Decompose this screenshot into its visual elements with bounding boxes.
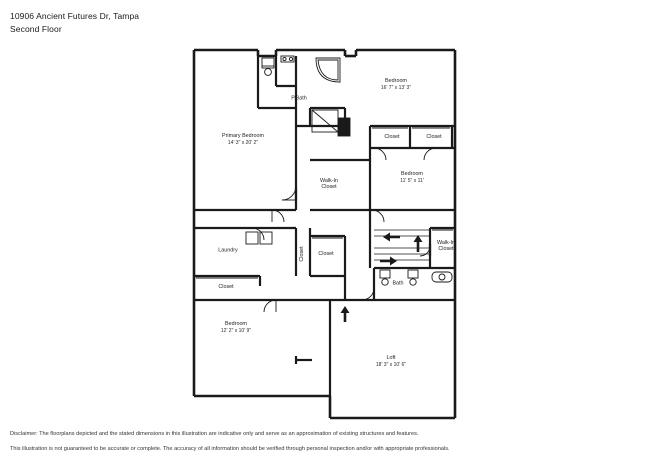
- room-name: Closet: [384, 134, 400, 140]
- room-label-closet-3: [318, 251, 333, 257]
- disclaimer-line-1: Disclaimer: The floorplans depicted and the stated dimensions in this illustration are indicative only and serve as an approximation of existing structures and features.: [10, 431, 419, 437]
- room-label-walk-in-closet-right: [433, 240, 459, 252]
- room-label-bedroom-top-right: [381, 78, 411, 92]
- room-name: Bedroom: [225, 321, 247, 327]
- room-name: P.Bath: [291, 95, 307, 102]
- room-label-closet-4: [218, 284, 233, 290]
- room-label-laundry: [218, 248, 237, 255]
- room-name: Bath: [392, 280, 404, 287]
- room-name: Laundry: [218, 247, 238, 254]
- room-name: Closet: [218, 284, 234, 290]
- disclaimer-line-2: This illustration is not guaranteed to be accurate or complete. The accuracy of all information should be verified through personal inspection and/or with appropriate professionals.: [10, 446, 450, 452]
- floor-label: Second Floor: [10, 24, 62, 34]
- room-name: Closet: [426, 134, 442, 140]
- room-label-bath: [392, 281, 403, 288]
- room-name: Loft: [386, 355, 396, 361]
- room-label-primary-bedroom: [222, 133, 264, 147]
- page-footer: [10, 429, 630, 454]
- room-dimensions: 14' 3" x 20' 2": [227, 140, 259, 146]
- room-label-walk-in-closet-primary: [314, 178, 344, 190]
- room-name: Primary Bedroom: [222, 133, 264, 139]
- room-name: Bedroom: [401, 171, 423, 177]
- room-name: Closet: [318, 251, 334, 257]
- room-dimensions: 18' 3" x 10' 6": [375, 362, 407, 368]
- room-dimensions: 16' 7" x 13' 3": [380, 85, 412, 91]
- room-name: Walk-In Closet: [436, 240, 456, 252]
- property-address: 10906 Ancient Futures Dr, Tampa: [10, 11, 140, 21]
- room-label-closet-vertical: [299, 246, 305, 261]
- room-label-closet-2: [426, 134, 441, 140]
- room-label-bedroom-bottom-left: [221, 321, 251, 335]
- room-label-powder-bath: [291, 96, 307, 103]
- room-name: Bedroom: [385, 78, 407, 84]
- room-dimensions: 11' 5" x 11': [400, 178, 424, 184]
- room-name: Closet: [299, 246, 305, 262]
- room-label-loft: [376, 355, 406, 369]
- room-name: Walk-In Closet: [319, 178, 339, 190]
- room-label-bedroom-mid-right: [400, 171, 424, 185]
- room-dimensions: 12' 2" x 10' 9": [220, 328, 252, 334]
- room-label-closet-1: [384, 134, 399, 140]
